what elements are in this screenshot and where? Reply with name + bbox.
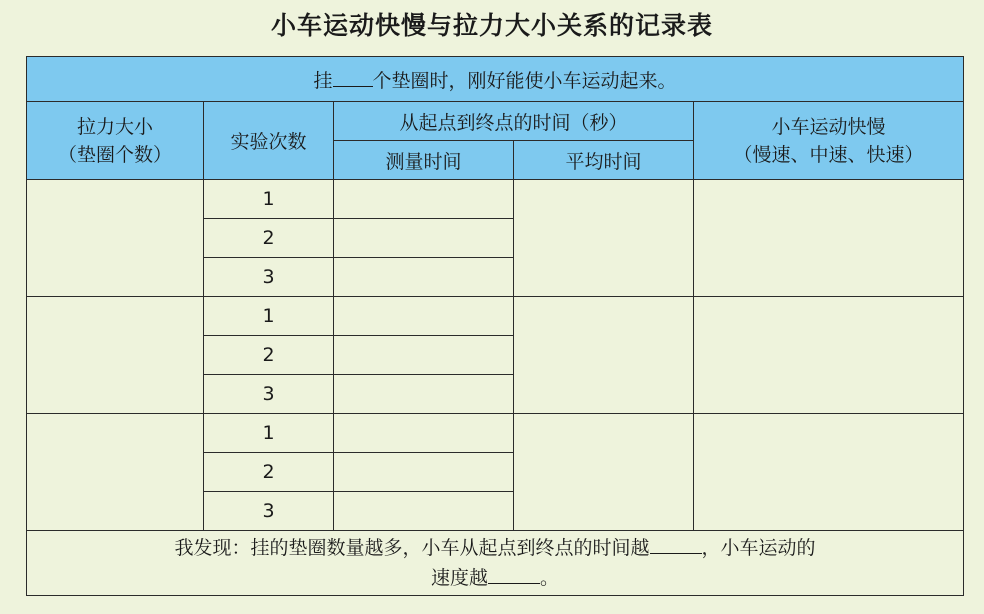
trial-number: 1 (204, 180, 334, 219)
measured-time-cell[interactable] (334, 336, 514, 375)
header-force-line2: （垫圈个数） (57, 143, 172, 166)
header-speed-line1: 小车运动快慢 (771, 115, 886, 138)
measured-time-cell[interactable] (334, 258, 514, 297)
measured-time-cell[interactable] (334, 219, 514, 258)
header-average: 平均时间 (514, 141, 694, 180)
speed-cell[interactable] (694, 297, 964, 414)
trial-number: 2 (204, 453, 334, 492)
speed-answer-blank[interactable] (488, 565, 540, 584)
trial-number: 1 (204, 297, 334, 336)
table-row (27, 180, 964, 219)
measured-time-cell[interactable] (334, 492, 514, 531)
setup-banner (27, 57, 964, 102)
conclusion-cell (27, 531, 964, 596)
trial-number: 1 (204, 414, 334, 453)
average-time-cell[interactable] (514, 180, 694, 297)
force-cell[interactable] (27, 297, 204, 414)
measured-time-cell[interactable] (334, 180, 514, 219)
trial-number: 3 (204, 258, 334, 297)
trial-number: 3 (204, 492, 334, 531)
trial-number: 3 (204, 375, 334, 414)
header-force (27, 102, 204, 180)
header-speed (694, 102, 964, 180)
speed-cell[interactable] (694, 414, 964, 531)
measured-time-cell[interactable] (334, 414, 514, 453)
record-table (26, 56, 964, 596)
time-answer-blank[interactable] (650, 535, 702, 554)
trial-number: 2 (204, 219, 334, 258)
conclusion-text-2: ，小车运动的 (701, 537, 816, 559)
header-time-group: 从起点到终点的时间（秒） (334, 102, 694, 141)
trial-number: 2 (204, 336, 334, 375)
average-time-cell[interactable] (514, 414, 694, 531)
speed-cell[interactable] (694, 180, 964, 297)
table-row (27, 297, 964, 336)
conclusion-text-3: 速度越 (431, 567, 489, 589)
header-force-line1: 拉力大小 (76, 115, 153, 138)
header-speed-line2: （慢速、中速、快速） (733, 143, 924, 166)
page-title: 小车运动快慢与拉力大小关系的记录表 (270, 11, 713, 40)
average-time-cell[interactable] (514, 297, 694, 414)
conclusion-text-4: 。 (540, 567, 560, 589)
measured-time-cell[interactable] (334, 297, 514, 336)
banner-prefix: 挂 (313, 69, 333, 92)
table-row (27, 414, 964, 453)
force-cell[interactable] (27, 180, 204, 297)
measured-time-cell[interactable] (334, 453, 514, 492)
conclusion-text-1: 我发现：挂的垫圈数量越多，小车从起点到终点的时间越 (174, 537, 650, 559)
header-trials: 实验次数 (204, 102, 334, 180)
banner-suffix: 个垫圈时，刚好能使小车运动起来。 (372, 69, 677, 92)
measured-time-cell[interactable] (334, 375, 514, 414)
force-cell[interactable] (27, 414, 204, 531)
header-measured: 测量时间 (334, 141, 514, 180)
washer-count-blank[interactable] (333, 68, 373, 87)
